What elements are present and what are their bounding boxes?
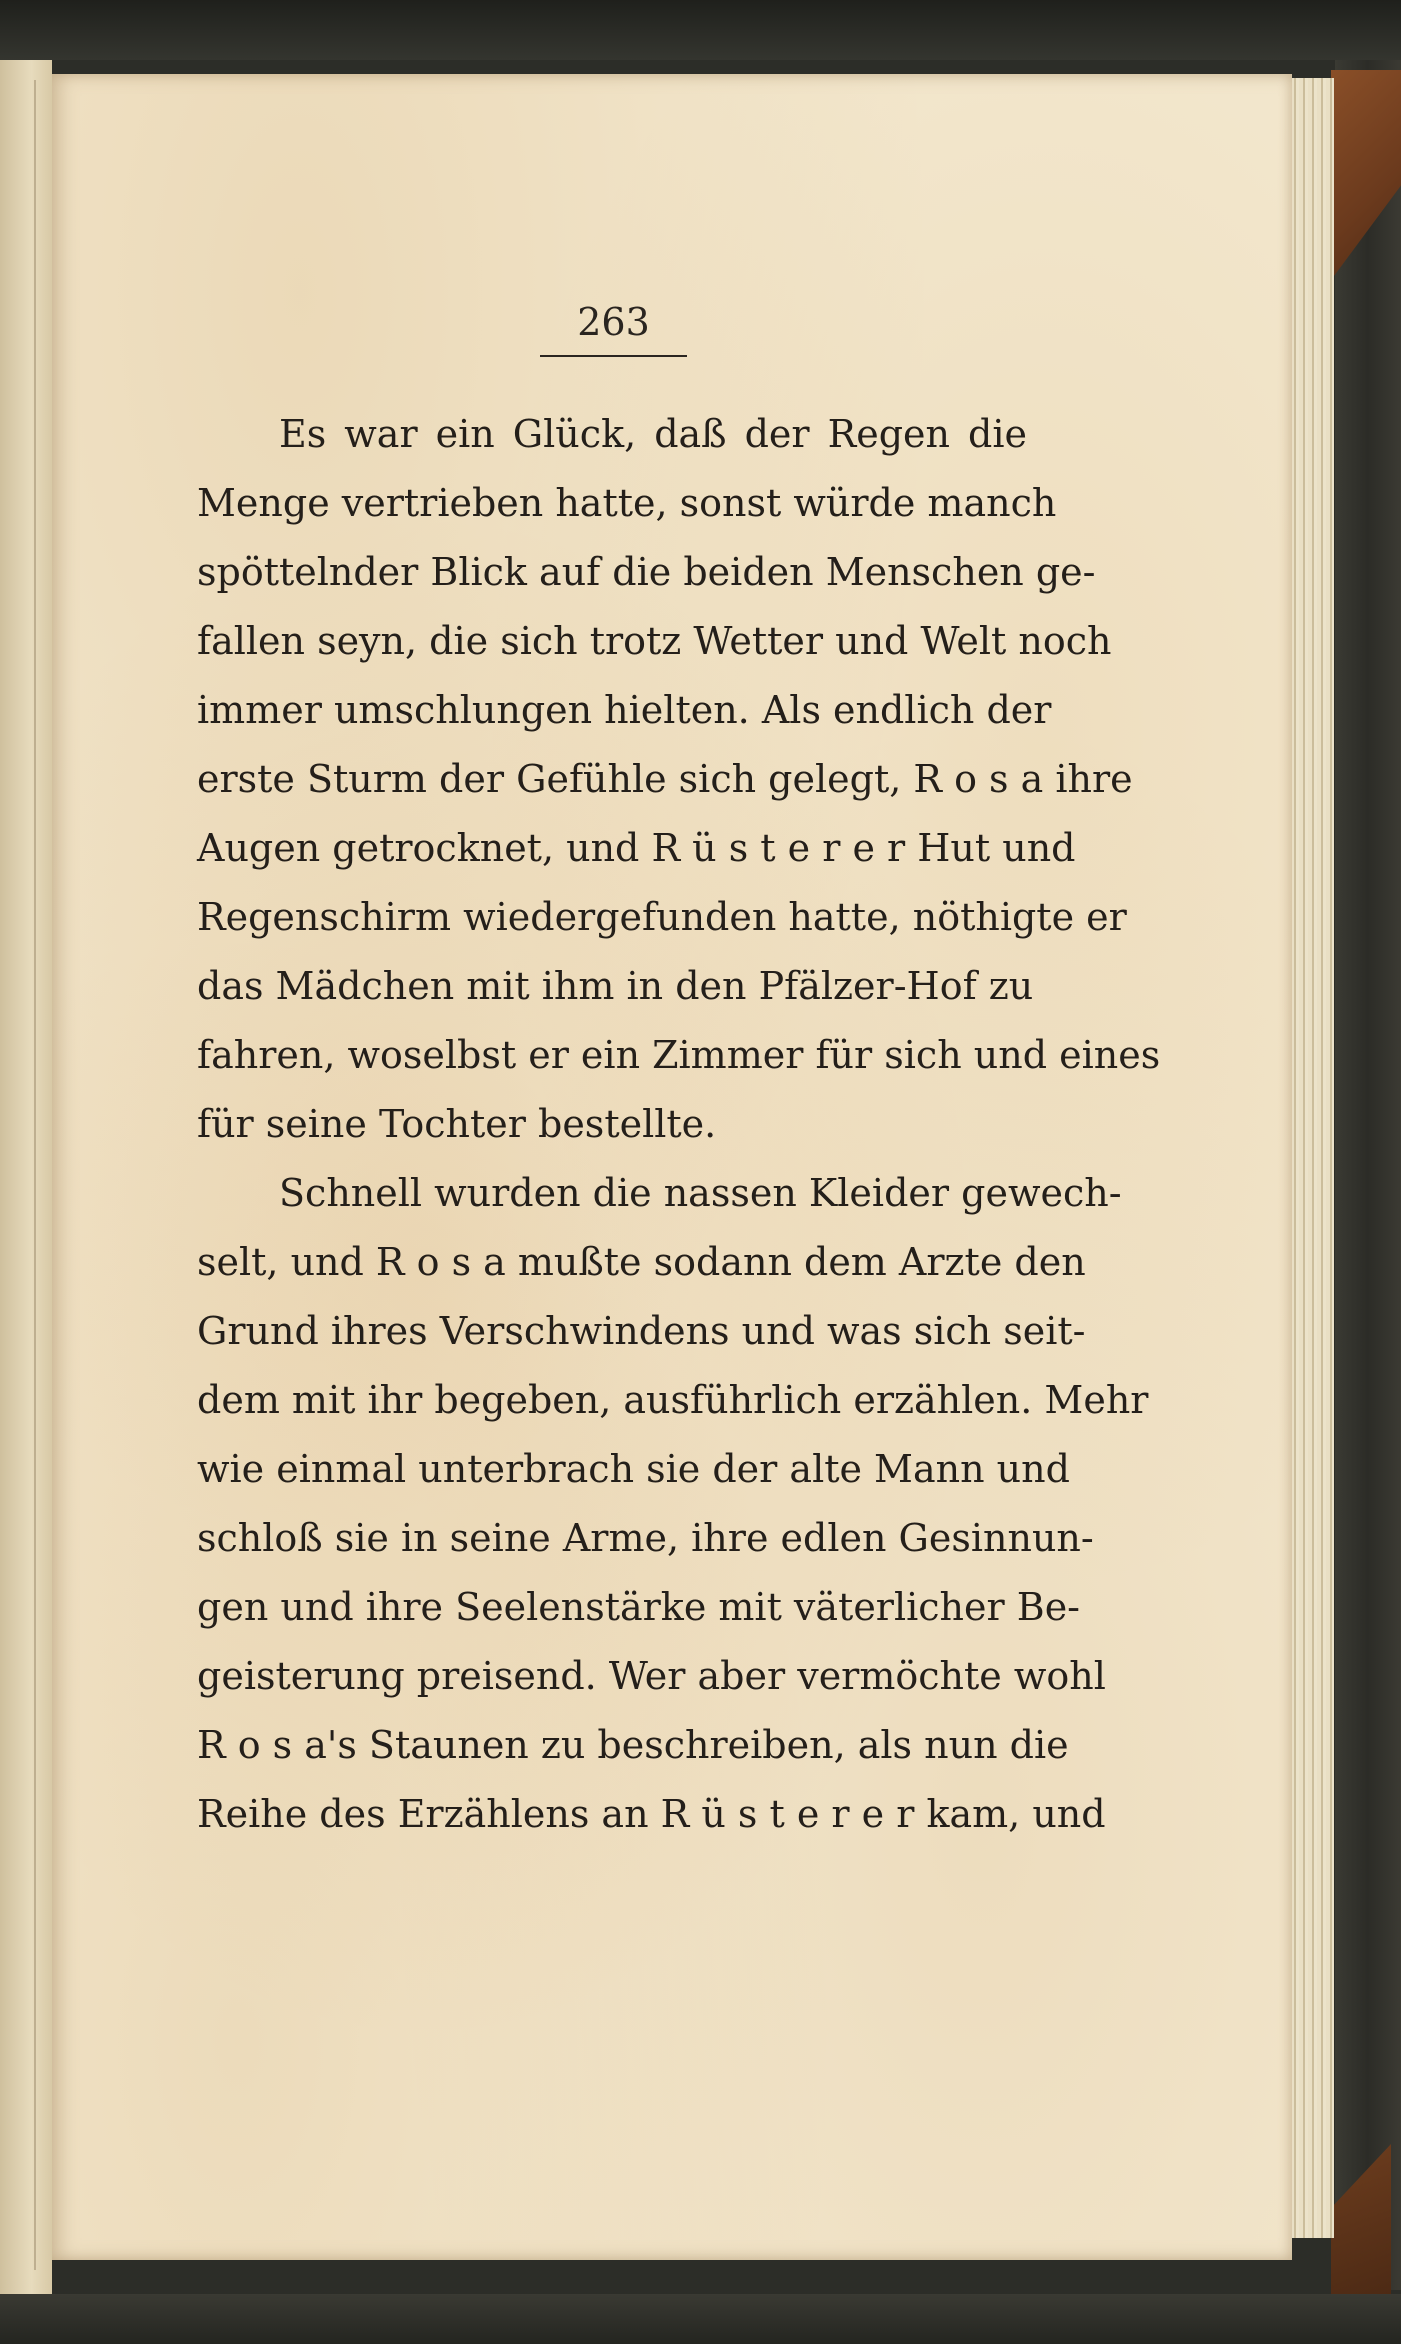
text-line: selt, und R o s a mußte sodann dem Arzte den (197, 1240, 1086, 1284)
text-line: Es war ein Glück, daß der Regen die (279, 412, 1027, 456)
cover-board-right (1335, 60, 1401, 2290)
text-line: fahren, woselbst er ein Zimmer für sich und eines (197, 1033, 1161, 1077)
text-line: fallen seyn, die sich trotz Wetter und Welt noch (197, 619, 1112, 663)
text-line: geisterung preisend. Wer aber vermöchte wohl (197, 1654, 1106, 1698)
text-line: wie einmal unterbrach sie der alte Mann und (197, 1447, 1070, 1491)
text-line: Menge vertrieben hatte, sonst würde manch (197, 481, 1057, 525)
text-line: R o s a's Staunen zu beschreiben, als nun die (197, 1723, 1069, 1767)
facing-page-edge (0, 60, 52, 2300)
header-rule (540, 355, 687, 357)
text-line: immer umschlungen hielten. Als endlich der (197, 688, 1052, 732)
cover-board-top (0, 0, 1401, 60)
text-line: Grund ihres Verschwindens und was sich seit- (197, 1309, 1086, 1353)
gutter-line (34, 80, 36, 2270)
text-line: Augen getrocknet, und R ü s t e r e r Hut und (197, 826, 1076, 870)
cover-board-bottom (0, 2294, 1401, 2344)
text-line: gen und ihre Seelenstärke mit väterlicher Be- (197, 1585, 1081, 1629)
text-line: Schnell wurden die nassen Kleider gewech- (279, 1171, 1122, 1215)
text-line: Regenschirm wiedergefunden hatte, nöthigte er (197, 895, 1127, 939)
text-line: dem mit ihr begeben, ausführlich erzählen. Mehr (197, 1378, 1149, 1422)
text-line: Reihe des Erzählens an R ü s t e r e r kam, und (197, 1792, 1106, 1836)
body-text (197, 400, 1161, 1849)
text-line: für seine Tochter bestellte. (197, 1102, 717, 1146)
text-line: erste Sturm der Gefühle sich gelegt, R o s a ihre (197, 757, 1133, 801)
text-line: schloß sie in seine Arme, ihre edlen Gesinnun- (197, 1516, 1094, 1560)
page-number: 263 (577, 300, 650, 344)
page-stack-edge (1290, 78, 1334, 2238)
text-line: spöttelnder Blick auf die beiden Menschen ge- (197, 550, 1096, 594)
text-line: das Mädchen mit ihm in den Pfälzer-Hof zu (197, 964, 1034, 1008)
